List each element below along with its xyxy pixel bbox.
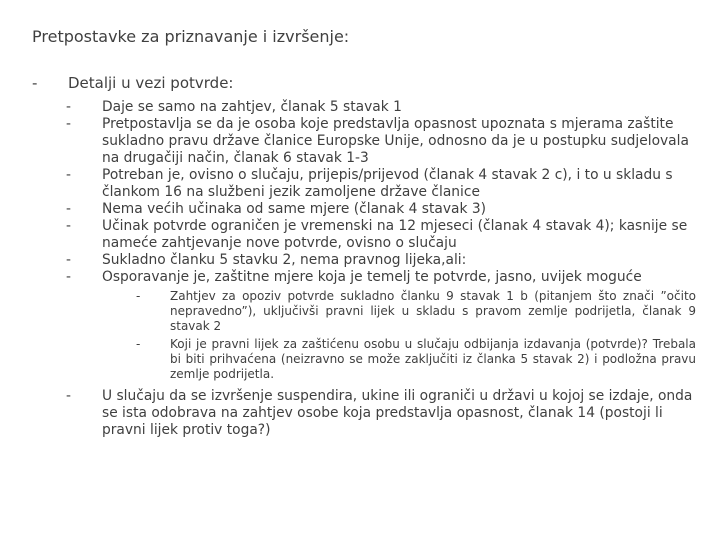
bullet-dash: -: [66, 116, 71, 132]
bullet-dash: -: [66, 201, 71, 217]
list-item-text: Potreban je, ovisno o slučaju, prijepis/prijevod (članak 4 stavak 2 c), i to u skladu s člankom 16 na službeni jezik zamoljene države članice: [102, 167, 673, 200]
list-item: [66, 167, 696, 201]
bullet-dash: -: [136, 337, 141, 351]
slide-title: Pretpostavke za priznavanje i izvršenje:: [32, 27, 350, 46]
list-item: [66, 218, 696, 252]
bullet-dash: -: [136, 289, 141, 303]
detail-list: [66, 99, 696, 439]
list-item-text: Pretpostavlja se da je osoba koje predstavlja opasnost upoznata s mjerama zaštite sukladno pravu države članice Europske Unije, odnosno da je u postupku sudjelovala na drugačiji način, članak 6 stavak 1-3: [102, 116, 689, 166]
sub-list-item-text: Koji je pravni lijek za zaštićenu osobu u slučaju odbijanja izdavanja (potvrde)? Trebala bi biti prihvaćena (neizravno se može zaključiti iz članka 5 stavak 2) i podložna pravu zemlje podrijetla.: [170, 337, 696, 381]
list-item-text: Nema većih učinaka od same mjere (članak 4 stavak 3): [102, 201, 486, 217]
sub-list-item: [136, 337, 696, 382]
sub-list-item-text: Zahtjev za opoziv potvrde sukladno članku 9 stavak 1 b (pitanjem što znači ”očito nepravedno”), uključivši pravni lijek u skladu s pravom zemlje podrijetla, članak 9 stavak 2: [170, 289, 696, 333]
list-item: [66, 116, 696, 167]
list-item-text: Osporavanje je, zaštitne mjere koja je temelj te potvrde, jasno, uvijek moguće: [102, 269, 642, 285]
list-item-text: Učinak potvrde ograničen je vremenski na 12 mjeseci (članak 4 stavak 4); kasnije se nameće zahtjevanje nove potvrde, ovisno o slučaju: [102, 218, 688, 251]
bullet-dash: -: [66, 388, 71, 404]
bullet-dash: -: [66, 167, 71, 183]
sub-list: [102, 289, 696, 382]
level1-text: Detalji u vezi potvrde:: [68, 74, 234, 92]
bullet-dash: -: [32, 74, 38, 92]
sub-list-item: [136, 289, 696, 334]
list-item-text: U slučaju da se izvršenje suspendira, ukine ili ograniči u državi u kojoj se izdaje, onda se ista odobrava na zahtjev osobe koja predstavlja opasnost, članak 14 (postoji li pravni lijek protiv toga?): [102, 388, 693, 438]
bullet-dash: -: [66, 269, 71, 285]
list-item: [66, 388, 696, 439]
list-item: [66, 269, 696, 382]
list-item-text: Daje se samo na zahtjev, članak 5 stavak 1: [102, 99, 402, 115]
list-item-text: Sukladno članku 5 stavku 2, nema pravnog lijeka,ali:: [102, 252, 467, 268]
list-item: [66, 201, 696, 218]
bullet-dash: -: [66, 218, 71, 234]
list-item: [66, 99, 696, 116]
list-item: [66, 252, 696, 269]
bullet-dash: -: [66, 99, 71, 115]
bullet-dash: -: [66, 252, 71, 268]
